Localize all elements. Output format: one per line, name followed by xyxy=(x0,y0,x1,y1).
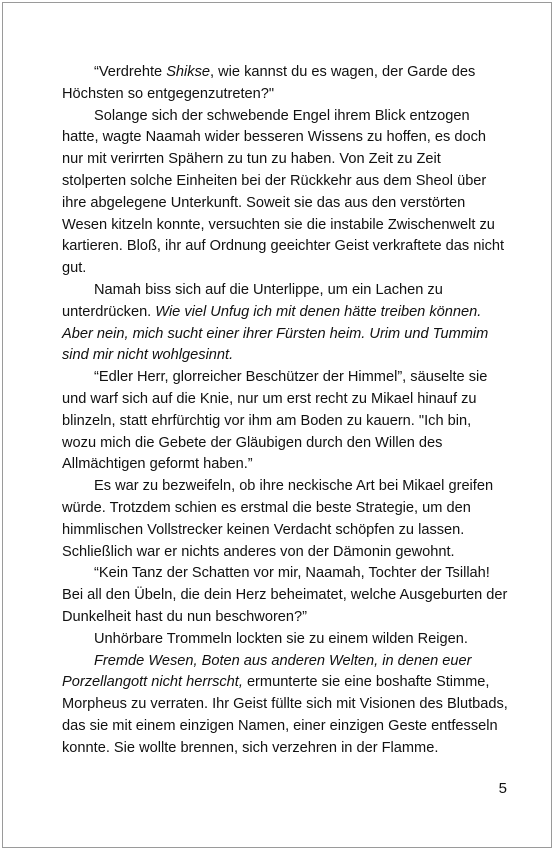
book-page xyxy=(2,2,552,848)
text-segment: Unhörbare Trommeln lockten sie zu einem wilden Reigen. xyxy=(94,630,468,647)
paragraph xyxy=(62,367,508,476)
italic-text-segment: Fremde Wesen, Boten aus anderen Welten, in denen euer Porzellangott nicht herrscht, xyxy=(62,652,472,691)
paragraph xyxy=(62,476,508,563)
text-segment: Es war zu bezweifeln, ob ihre neckische Art bei Mikael greifen würde. Trotzdem schien es erstmal die beste Strategie, um den himmlischen Vollstrecker keinen Verdacht schöpfen zu lassen. Schließlich war er nichts anderes von der Dämonin gewohnt. xyxy=(62,478,494,560)
text-segment: Namah biss sich auf die Unterlippe, um ein Lachen zu unterdrücken. xyxy=(62,281,443,320)
italic-text-segment: Shikse xyxy=(166,64,211,80)
paragraph xyxy=(62,62,508,106)
paragraph xyxy=(62,651,508,760)
page-number: 5 xyxy=(498,780,507,797)
text-segment: “Verdrehte xyxy=(94,64,167,80)
text-segment: “Edler Herr, glorreicher Beschützer der Himmel”, säuselte sie und warf sich auf die Knie, nur um erst recht zu Mikael hinauf zu blinzeln, statt ehrfürchtig vor ihm am Boden zu kauern. "Ich bin, wozu mich die Gebete der Gläubigen durch den Willen des Allmächtigen geformt haben.” xyxy=(62,369,488,473)
text-segment: , wie kannst du es wagen, der Garde des Höchsten so entgegenzutreten?" xyxy=(62,64,476,102)
text-segment: “Kein Tanz der Schatten vor mir, Naamah, Tochter der Tsillah! Bei all den Übeln, die dein Herz beheimatet, welche Ausgeburten der Dunkelheit hast du nun beschworen?” xyxy=(62,565,508,625)
paragraph xyxy=(62,629,508,651)
text-segment: Solange sich der schwebende Engel ihrem Blick entzogen hatte, wagte Naamah wider besseren Wissens zu hoffen, es doch nur mit verirrten Spähern zu tun zu haben. Von Zeit zu Zeit stolperten solche Einheiten bei der Rückkehr aus dem Sheol über ihre abgelegene Unterkunft. Soweit sie das aus den verstörten Wesen kitzeln konnte, versuchten sie die instabile Zwischenwelt zu kartieren. Bloß, ihr auf Ordnung geeichter Geist verkraftete das nicht gut. xyxy=(62,107,505,277)
body-text xyxy=(62,62,508,760)
paragraph xyxy=(62,106,508,280)
paragraph xyxy=(62,280,508,367)
text-segment: ermunterte sie eine boshafte Stimme, Morpheus zu verraten. Ihr Geist füllte sich mit Visionen des Blutbads, das sie mit einem einzigen Namen, einer einzigen Geste entfesseln konnte. Sie wollte brennen, sich verzehren in der Flamme. xyxy=(62,674,508,756)
paragraph xyxy=(62,563,508,628)
italic-text-segment: Wie viel Unfug ich mit denen hätte treiben können. Aber nein, mich sucht einer ihrer Fürsten heim. Urim und Tummim sind mir nicht wohlgesinnt. xyxy=(62,303,489,364)
